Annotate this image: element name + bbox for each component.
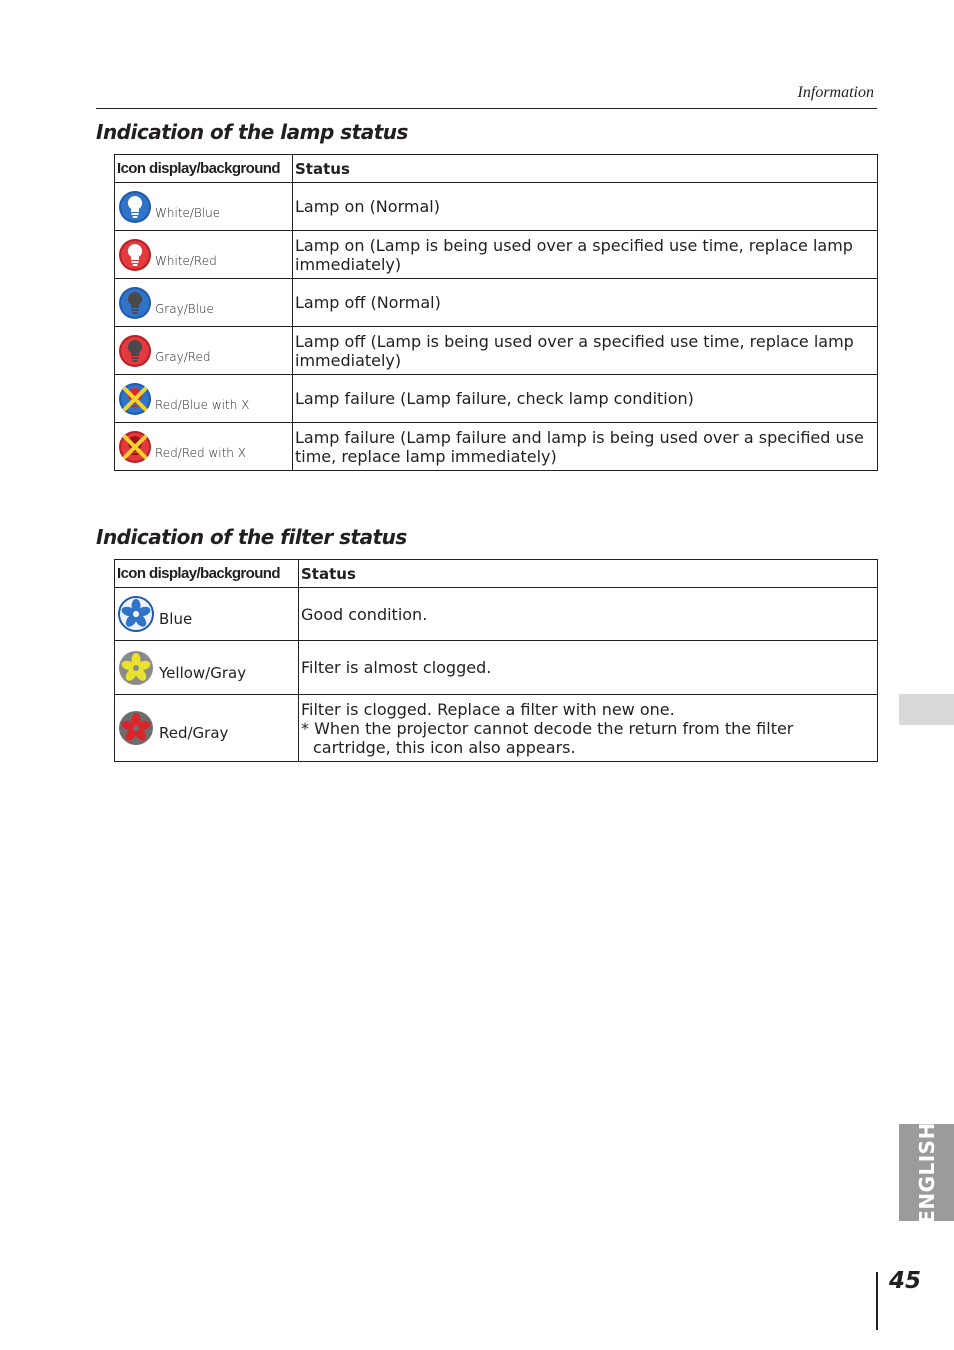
lamp-on-blue-icon (117, 189, 153, 225)
filter-good-fan-icon (117, 595, 155, 633)
table-row (115, 375, 878, 423)
table-header-row (115, 560, 878, 588)
table-row (115, 231, 878, 279)
icon-label: Gray/Blue (155, 301, 214, 316)
icon-label: White/Blue (155, 205, 221, 220)
status-cell: Good condition. (299, 588, 878, 641)
status-cell: Lamp on (Lamp is being used over a specified use time, replace lamp immediately) (293, 231, 878, 279)
column-header-icon: Icon display/background (115, 155, 293, 183)
icon-label: Red/Gray (159, 724, 229, 742)
table-row (115, 641, 878, 695)
status-cell: Lamp on (Normal) (293, 183, 878, 231)
icon-label: Blue (159, 610, 193, 628)
filter-almost-clogged-fan-icon (117, 649, 155, 687)
table-header-row (115, 155, 878, 183)
icon-label: Red/Red with X (155, 445, 246, 460)
side-tab-marker (899, 694, 954, 725)
header-rule (96, 108, 877, 109)
lamp-on-red-icon (117, 237, 153, 273)
filter-section-title: Indication of the filter status (96, 525, 407, 549)
icon-label: Gray/Red (155, 349, 211, 364)
language-tab-label: ENGLISH (914, 1121, 939, 1224)
running-header: Information (797, 84, 874, 101)
lamp-failure-blue-icon (117, 381, 153, 417)
table-row (115, 327, 878, 375)
status-note: * When the projector cannot decode the return from the filter cartridge, this icon also appears. (301, 718, 794, 757)
lamp-failure-red-icon (117, 429, 153, 465)
icon-label: White/Red (155, 253, 217, 268)
status-cell: Filter is almost clogged. (299, 641, 878, 695)
page-number-rule (876, 1272, 878, 1330)
table-row (115, 695, 878, 762)
status-cell: Lamp off (Normal) (293, 279, 878, 327)
filter-clogged-fan-icon (117, 709, 155, 747)
lamp-status-table (114, 154, 878, 471)
lamp-section-title: Indication of the lamp status (96, 120, 408, 144)
status-cell: Lamp failure (Lamp failure, check lamp condition) (293, 375, 878, 423)
table-row (115, 423, 878, 471)
language-tab (899, 1121, 954, 1224)
page-number: 45 (889, 1268, 922, 1294)
filter-status-table (114, 559, 878, 762)
lamp-off-blue-icon (117, 285, 153, 321)
status-text: Filter is clogged. Replace a filter with new one. (301, 699, 675, 719)
status-cell: Lamp failure (Lamp failure and lamp is being used over a specified use time, replace lamp immediately) (293, 423, 878, 471)
table-row (115, 279, 878, 327)
icon-label: Red/Blue with X (155, 397, 250, 412)
table-row (115, 183, 878, 231)
icon-label: Yellow/Gray (159, 663, 247, 682)
column-header-status: Status (299, 560, 878, 588)
status-cell: Lamp off (Lamp is being used over a specified use time, replace lamp immediately) (293, 327, 878, 375)
status-cell (299, 695, 878, 762)
column-header-icon: Icon display/background (115, 560, 299, 588)
lamp-off-red-icon (117, 333, 153, 369)
column-header-status: Status (293, 155, 878, 183)
table-row (115, 588, 878, 641)
